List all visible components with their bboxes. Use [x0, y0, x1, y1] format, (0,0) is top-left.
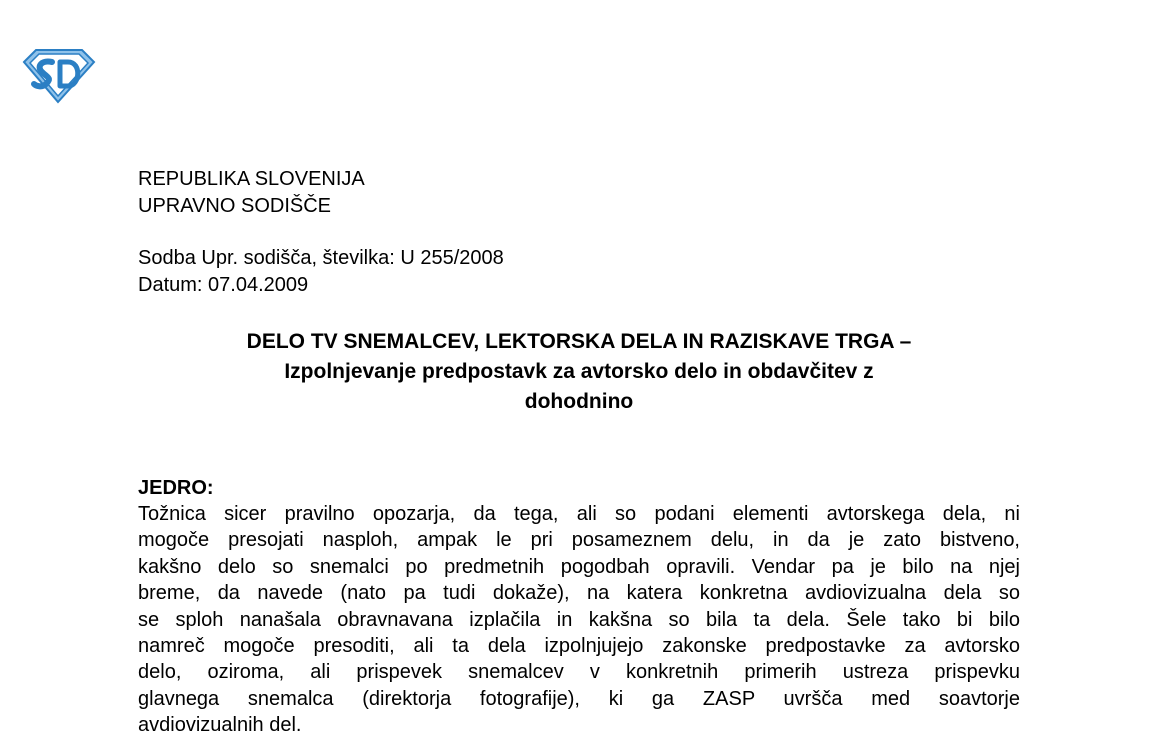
case-date: Datum: 07.04.2009 — [138, 274, 309, 296]
title-line-3: dohodnino — [524, 390, 634, 413]
jedro-heading: JEDRO: — [138, 477, 214, 499]
title-line-2: Izpolnjevanje predpostavk za avtorsko delo in obdavčitev z — [284, 360, 874, 383]
jedro-paragraph — [138, 501, 1020, 739]
paragraph-line: se sploh nanašala obravnavana izplačila in kakšna so bila ta dela. Šele tako bi bilo — [138, 608, 1020, 631]
paragraph-line: kakšno delo so snemalci po predmetnih pogodbah opravili. Vendar pa je bilo na njej — [138, 555, 1020, 578]
title-line-1: DELO TV SNEMALCEV, LEKTORSKA DELA IN RAZISKAVE TRGA – — [246, 330, 912, 353]
paragraph-line: avdiovizualnih del. — [138, 714, 302, 737]
court-line: UPRAVNO SODIŠČE — [138, 195, 331, 217]
court-logo-icon — [22, 48, 96, 104]
paragraph-line: breme, da navede (nato pa tudi dokaže), na katera konkretna avdiovizualna dela so — [138, 582, 1020, 605]
document-title — [138, 327, 1020, 417]
paragraph-line: Tožnica sicer pravilno opozarja, da tega, ali so podani elementi avtorskega dela, ni — [138, 503, 1020, 525]
paragraph-line: namreč mogoče presoditi, ali ta dela izpolnjujejo zakonske predpostavke za avtorsko — [138, 635, 1020, 658]
paragraph-line: delo, oziroma, ali prispevek snemalcev v konkretnih primerih ustreza prispevku — [138, 661, 1020, 684]
paragraph-line: glavnega snemalca (direktorja fotografije), ki ga ZASP uvršča med soavtorje — [138, 687, 1020, 710]
paragraph-line: mogoče presojati nasploh, ampak le pri posameznem delu, in da je zato bistveno, — [138, 529, 1020, 552]
court-shield-logo — [22, 48, 96, 104]
issuer-header — [138, 166, 365, 220]
case-number: Sodba Upr. sodišča, številka: U 255/2008 — [138, 247, 504, 269]
case-info — [138, 245, 504, 299]
country-line: REPUBLIKA SLOVENIJA — [138, 168, 365, 190]
